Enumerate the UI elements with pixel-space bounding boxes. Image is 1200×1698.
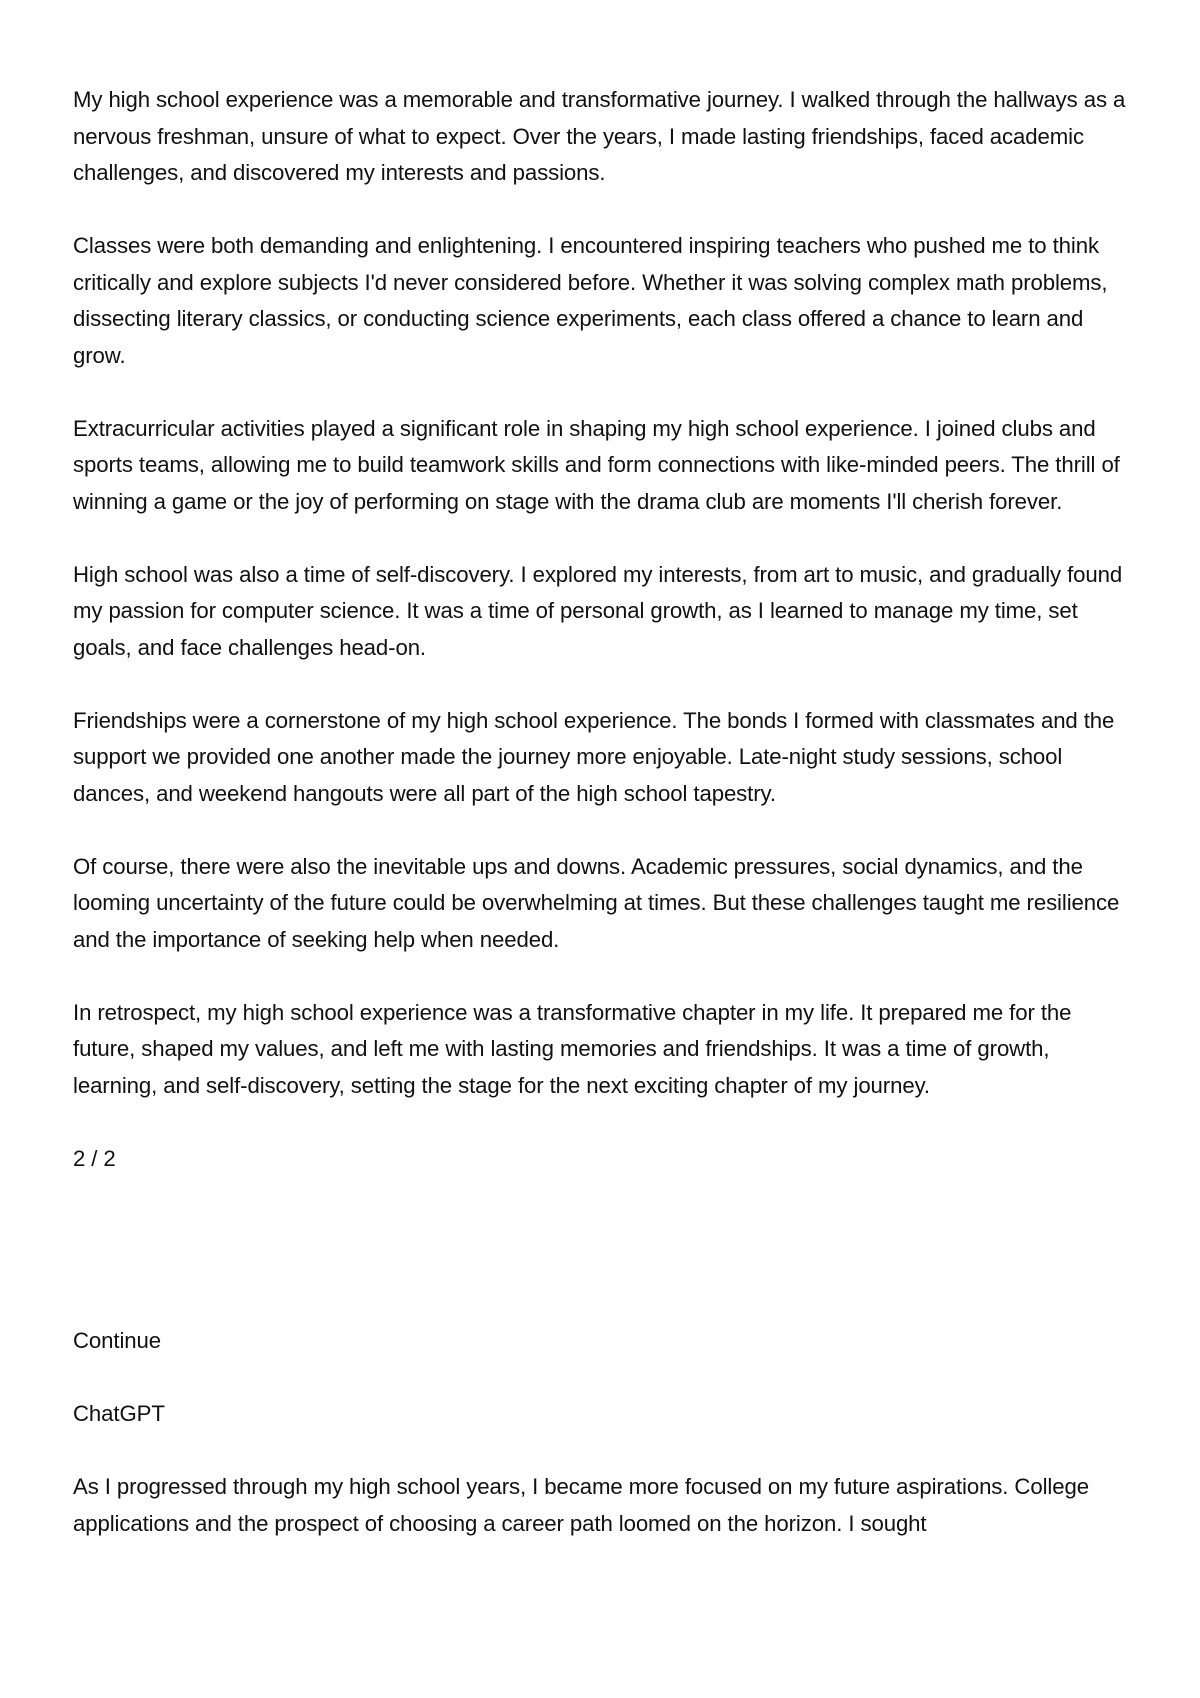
paragraph-1: My high school experience was a memorable and transformative journey. I walked through the hallways as a nervous freshman, unsure of what to expect. Over the years, I made lasting friendships, faced academic challenges, and discovered my interests and passions. (73, 87, 1126, 185)
paragraph-2: Classes were both demanding and enlightening. I encountered inspiring teachers who pushed me to think critically and explore subjects I'd never considered before. Whether it was solving complex math problems, dissecting literary classics, or conducting science experiments, each class offered a chance to learn and grow. (73, 233, 1108, 368)
user-message: Continue (73, 1328, 162, 1353)
continuation-paragraph: As I progressed through my high school years, I became more focused on my future aspirations. College applications and the prospect of choosing a career path loomed on the horizon. I sought (73, 1474, 1089, 1536)
paragraph-4: High school was also a time of self-discovery. I explored my interests, from art to music, and gradually found my passion for computer science. It was a time of personal growth, as I learned to manage my time, set goals, and face challenges head-on. (73, 561, 1123, 660)
assistant-label: ChatGPT (73, 1401, 165, 1426)
paragraph-5: Friendships were a cornerstone of my high school experience. The bonds I formed with classmates and the support we provided one another made the journey more enjoyable. Late-night study sessions, school dances, and weekend hangouts were all part of the high school tapestry. (73, 707, 1115, 806)
response-page-indicator: 2 / 2 (73, 1145, 116, 1171)
paragraph-7: In retrospect, my high school experience was a transformative chapter in my life. It prepared me for the future, shaped my values, and left me with lasting memories and friendships. It was a time of growth, learning, and self-discovery, setting the stage for the next exciting chapter of my journey. (73, 999, 1072, 1098)
document-body (73, 82, 1133, 1579)
paragraph-6: Of course, there were also the inevitable ups and downs. Academic pressures, social dynamics, and the looming uncertainty of the future could be overwhelming at times. But these challenges taught me resilience and the importance of seeking help when needed. (73, 853, 1120, 952)
paragraph-3: Extracurricular activities played a significant role in shaping my high school experience. I joined clubs and sports teams, allowing me to build teamwork skills and form connections with like-minded peers. The thrill of winning a game or the joy of performing on stage with the drama club are moments I'll cherish forever. (73, 415, 1120, 514)
